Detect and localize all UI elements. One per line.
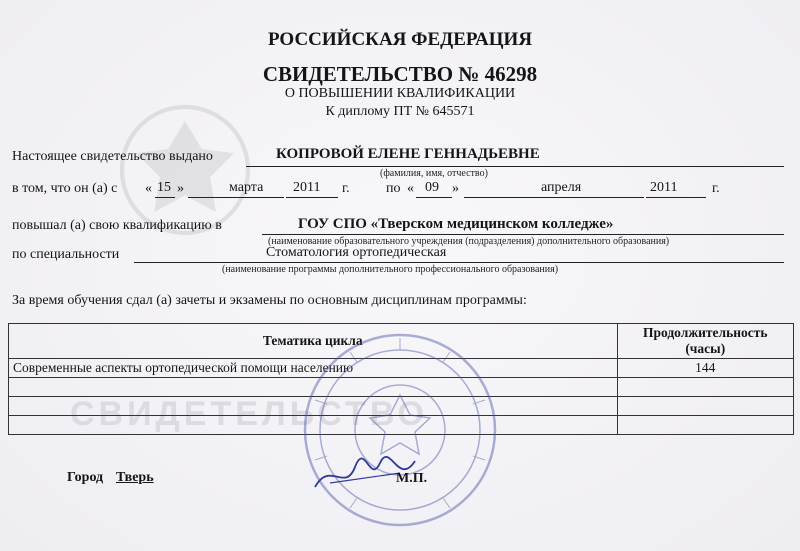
specialty-hint: (наименование программы дополнительного профессионального образования) [222, 264, 559, 275]
from-day: 15 [157, 180, 171, 195]
city-name: Тверь [116, 470, 154, 485]
certificate-page: СВИДЕТЕЛЬСТВО РОССИЙСКАЯ ФЕДЕРАЦИЯ СВИДЕТЕЛЬСТВО № 46298 О ПОВЫШЕНИИ КВАЛИФИКАЦИИ К диплому ПТ № 645571 Настоящее свидетельство выдано КОПРОВОЙ ЕЛЕНЕ ГЕННАДЬЕВНЕ (фамилия, имя, отчество) в том, что он (а) с « 15 » марта 2011 г. по « 09 » апреля 2011 г. повышал (а) свою квалификацию в ГОУ СПО «Тверском медицинском колледже» (наименование образовательного учреждения (подразделения) дополнительного образования) по специальности Стоматология ортопедическая (наименование программы дополнительного профессионального образования) За время обучения сдал (а) зачеты и экзамены по основным дисциплинам программы: Тематика цикла Продолжительность (часы) Современные аспекты ортопедической помощи населению 144 Город Тверь М.П. [0, 0, 800, 551]
city-label: Город [67, 470, 104, 485]
recipient-name: КОПРОВОЙ ЕЛЕНЕ ГЕННАДЬЕВНЕ [276, 146, 540, 162]
to-month: апреля [541, 180, 582, 195]
specialty-underline [134, 262, 784, 263]
period-to-label: по [386, 181, 401, 196]
certificate-title: СВИДЕТЕЛЬСТВО № 46298 [262, 62, 538, 86]
country-heading: РОССИЙСКАЯ ФЕДЕРАЦИЯ [267, 29, 533, 50]
issued-to-label: Настоящее свидетельство выдано [12, 149, 213, 164]
from-year: 2011 [293, 180, 321, 195]
topic-cell: Современные аспекты ортопедической помощи населению [9, 359, 618, 378]
hours-cell: 144 [617, 359, 793, 378]
institution-label: повышал (а) свою квалификацию в [12, 218, 222, 233]
institution-name: ГОУ СПО «Тверском медицинском колледже» [298, 216, 614, 232]
column-topic-header: Тематика цикла [9, 324, 618, 359]
institution-underline [262, 234, 784, 235]
from-month: марта [229, 180, 264, 195]
recipient-name-hint: (фамилия, имя, отчество) [380, 168, 488, 179]
column-duration-header: Продолжительность (часы) [617, 324, 793, 359]
period-label: в том, что он (а) с [12, 181, 118, 196]
to-day: 09 [425, 180, 439, 195]
to-year: 2011 [650, 180, 678, 195]
round-seal-icon [300, 330, 500, 530]
stamp-place-label: М.П. [396, 471, 428, 486]
hours-cell [617, 416, 793, 435]
specialty-name: Стоматология ортопедическая [266, 245, 447, 260]
exams-intro: За время обучения сдал (а) зачеты и экзамены по основным дисциплинам программы: [12, 293, 527, 308]
hours-cell [617, 378, 793, 397]
issued-to-underline [246, 166, 784, 167]
diploma-reference: К диплому ПТ № 645571 [325, 104, 475, 119]
certificate-subtitle: О ПОВЫШЕНИИ КВАЛИФИКАЦИИ [284, 86, 516, 101]
specialty-label: по специальности [12, 247, 120, 262]
institution-hint: (наименование образовательного учреждения (подразделения) дополнительного образования) [268, 236, 670, 247]
watermark-text: СВИДЕТЕЛЬСТВО [70, 395, 428, 433]
hours-cell [617, 397, 793, 416]
